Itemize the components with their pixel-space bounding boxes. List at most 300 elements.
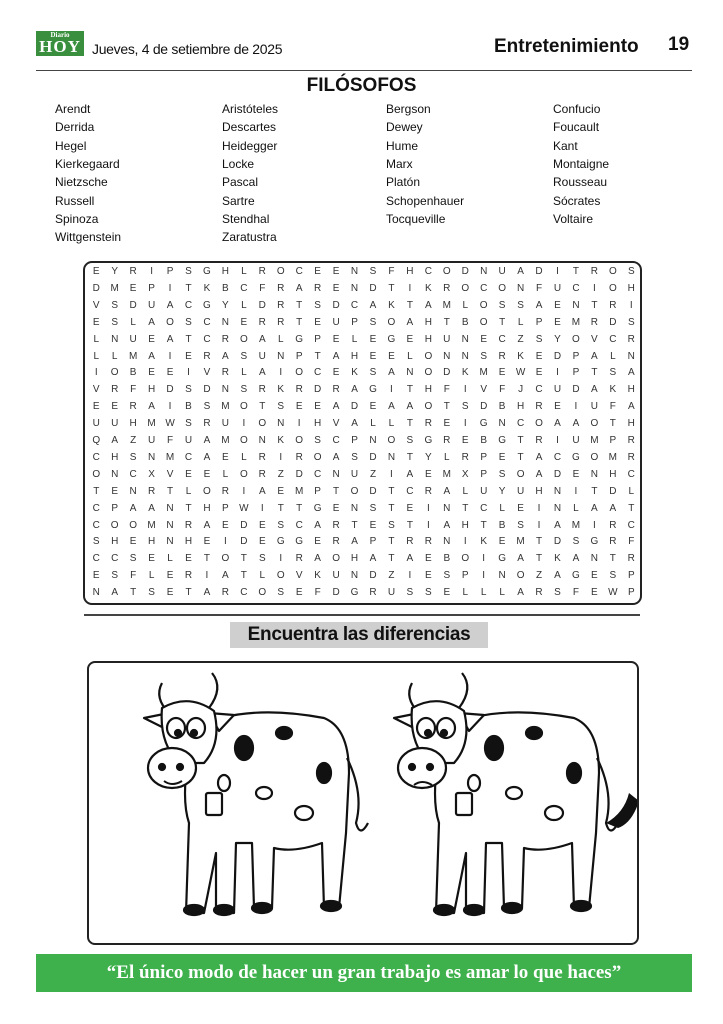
grid-letter[interactable]: N [277,350,285,362]
grid-letter[interactable]: E [535,350,543,362]
grid-letter[interactable]: I [150,266,153,277]
grid-letter[interactable]: R [221,485,229,497]
grid-letter[interactable]: S [369,266,377,277]
grid-letter[interactable]: I [408,570,412,582]
grid-letter[interactable]: L [130,316,136,328]
grid-letter[interactable]: D [369,570,377,582]
grid-letter[interactable]: R [609,299,617,311]
grid-letter[interactable]: X [148,468,155,480]
grid-letter[interactable]: F [535,282,543,294]
grid-letter[interactable]: L [573,502,579,514]
grid-letter[interactable]: E [314,316,321,328]
grid-letter[interactable]: O [313,451,322,463]
grid-letter[interactable]: Z [517,333,524,345]
grid-letter[interactable]: T [609,418,616,430]
grid-letter[interactable]: E [92,266,100,277]
grid-letter[interactable]: F [572,587,579,599]
grid-letter[interactable]: V [203,367,211,379]
grid-letter[interactable]: O [590,451,599,463]
grid-letter[interactable]: L [517,316,524,328]
grid-letter[interactable]: E [148,333,155,345]
grid-letter[interactable]: R [443,435,451,446]
grid-letter[interactable]: E [332,282,340,294]
grid-letter[interactable]: D [461,266,469,277]
grid-letter[interactable]: E [314,536,321,548]
grid-letter[interactable]: O [387,316,396,328]
grid-letter[interactable]: F [443,384,450,396]
grid-letter[interactable]: S [129,553,137,565]
grid-letter[interactable]: E [314,266,321,277]
grid-letter[interactable]: C [184,451,193,463]
grid-letter[interactable]: A [222,350,229,362]
grid-letter[interactable]: A [332,451,340,463]
grid-letter[interactable]: B [185,401,192,413]
grid-letter[interactable]: I [537,519,541,531]
grid-letter[interactable]: N [350,570,359,582]
grid-letter[interactable]: C [295,519,303,531]
grid-letter[interactable]: T [535,536,543,548]
grid-letter[interactable]: R [535,401,543,413]
grid-letter[interactable]: T [480,519,487,531]
grid-letter[interactable]: E [129,282,137,294]
grid-letter[interactable]: M [479,367,488,379]
grid-letter[interactable]: P [535,316,543,328]
grid-letter[interactable]: I [390,468,393,480]
grid-letter[interactable]: P [166,266,174,277]
grid-letter[interactable]: U [498,266,506,277]
grid-letter[interactable]: R [184,570,193,582]
grid-letter[interactable]: O [239,435,248,446]
grid-letter[interactable]: T [296,299,303,311]
grid-letter[interactable]: L [277,333,284,345]
grid-letter[interactable]: C [129,468,137,480]
grid-letter[interactable]: G [203,299,211,311]
grid-letter[interactable]: D [203,384,211,396]
grid-letter[interactable]: T [277,502,284,514]
grid-letter[interactable]: N [590,468,598,480]
grid-letter[interactable]: O [424,367,433,379]
grid-letter[interactable]: A [148,401,155,413]
grid-letter[interactable]: S [425,587,432,599]
grid-letter[interactable]: S [185,418,192,430]
grid-letter[interactable]: T [93,485,100,497]
grid-letter[interactable]: N [498,570,506,582]
grid-letter[interactable]: L [499,502,505,514]
grid-letter[interactable]: I [279,451,283,463]
grid-letter[interactable]: A [203,435,211,446]
grid-letter[interactable]: A [627,367,635,379]
grid-letter[interactable]: T [572,266,579,277]
grid-letter[interactable]: R [609,519,617,531]
grid-letter[interactable]: B [129,367,137,379]
grid-letter[interactable]: D [369,451,377,463]
grid-letter[interactable]: T [185,333,192,345]
grid-letter[interactable]: I [574,401,578,413]
grid-letter[interactable]: R [258,316,266,328]
grid-letter[interactable]: T [166,485,174,497]
grid-letter[interactable]: T [406,451,413,463]
grid-letter[interactable]: K [554,553,561,565]
grid-letter[interactable]: L [111,350,118,362]
grid-letter[interactable]: D [350,401,359,413]
grid-letter[interactable]: R [221,333,229,345]
grid-letter[interactable]: G [572,570,580,582]
grid-letter[interactable]: H [147,384,156,396]
grid-letter[interactable]: S [406,587,414,599]
grid-letter[interactable]: M [147,519,156,531]
grid-letter[interactable]: R [332,384,340,396]
grid-letter[interactable]: V [332,418,340,430]
grid-letter[interactable]: N [406,367,414,379]
grid-letter[interactable]: O [295,435,304,446]
grid-letter[interactable]: G [295,333,304,345]
grid-letter[interactable]: E [425,468,432,480]
grid-letter[interactable]: I [556,435,559,446]
grid-letter[interactable]: S [351,451,358,463]
grid-letter[interactable]: S [277,401,285,413]
grid-letter[interactable]: N [166,519,174,531]
grid-letter[interactable]: U [480,485,488,497]
grid-letter[interactable]: A [609,502,617,514]
grid-letter[interactable]: A [111,587,119,599]
grid-letter[interactable]: D [240,536,248,548]
grid-letter[interactable]: N [498,418,506,430]
grid-letter[interactable]: H [627,384,635,396]
grid-letter[interactable]: F [130,570,137,582]
grid-letter[interactable]: Z [535,570,543,582]
grid-letter[interactable]: A [554,570,561,582]
grid-letter[interactable]: L [93,333,100,345]
grid-letter[interactable]: R [295,451,303,463]
grid-letter[interactable]: O [276,266,285,277]
grid-letter[interactable]: T [406,418,413,430]
grid-letter[interactable]: E [591,570,598,582]
grid-letter[interactable]: L [388,418,395,430]
grid-letter[interactable]: E [406,333,414,345]
grid-letter[interactable]: J [518,384,524,396]
grid-letter[interactable]: T [406,299,413,311]
grid-letter[interactable]: M [147,418,156,430]
grid-letter[interactable]: E [166,570,174,582]
grid-letter[interactable]: F [130,384,137,396]
grid-letter[interactable]: G [387,333,396,345]
grid-letter[interactable]: G [295,536,304,548]
grid-letter[interactable]: T [130,587,137,599]
grid-letter[interactable]: M [221,435,230,446]
grid-letter[interactable]: E [443,418,451,430]
grid-letter[interactable]: I [537,502,541,514]
grid-letter[interactable]: E [332,333,340,345]
grid-letter[interactable]: K [425,282,432,294]
grid-letter[interactable]: O [424,350,433,362]
grid-letter[interactable]: P [351,316,358,328]
grid-letter[interactable]: A [369,299,377,311]
grid-letter[interactable]: L [499,587,505,599]
grid-letter[interactable]: K [314,570,321,582]
grid-letter[interactable]: D [129,299,137,311]
grid-letter[interactable]: I [94,367,98,379]
grid-letter[interactable]: G [590,536,599,548]
grid-letter[interactable]: T [517,451,524,463]
grid-letter[interactable]: O [129,519,138,531]
grid-letter[interactable]: E [166,367,174,379]
grid-letter[interactable]: H [147,536,156,548]
grid-letter[interactable]: E [129,536,137,548]
grid-letter[interactable]: R [461,451,469,463]
grid-letter[interactable]: E [222,519,229,531]
grid-letter[interactable]: E [425,553,432,565]
grid-letter[interactable]: K [517,350,524,362]
grid-letter[interactable]: R [406,536,414,548]
grid-letter[interactable]: E [461,435,469,446]
grid-letter[interactable]: T [591,367,598,379]
grid-letter[interactable]: D [92,282,100,294]
grid-letter[interactable]: A [406,316,414,328]
grid-letter[interactable]: D [332,299,340,311]
grid-letter[interactable]: O [608,282,617,294]
grid-letter[interactable]: T [388,282,395,294]
grid-letter[interactable]: R [443,282,451,294]
grid-letter[interactable]: E [369,350,377,362]
grid-letter[interactable]: S [572,536,580,548]
grid-letter[interactable]: E [498,367,506,379]
grid-letter[interactable]: N [350,266,359,277]
grid-letter[interactable]: U [221,418,229,430]
grid-letter[interactable]: L [628,485,635,497]
grid-letter[interactable]: N [166,536,174,548]
grid-letter[interactable]: I [556,367,559,379]
grid-letter[interactable]: T [406,519,413,531]
grid-letter[interactable]: H [350,350,359,362]
grid-letter[interactable]: I [205,570,209,582]
grid-letter[interactable]: N [443,536,451,548]
grid-letter[interactable]: Y [498,485,506,497]
grid-letter[interactable]: T [259,401,266,413]
grid-letter[interactable]: E [332,502,340,514]
grid-letter[interactable]: A [406,468,414,480]
grid-letter[interactable]: A [351,536,358,548]
grid-letter[interactable]: O [110,519,119,531]
grid-letter[interactable]: T [351,519,358,531]
grid-letter[interactable]: N [129,485,137,497]
grid-letter[interactable]: L [462,299,469,311]
grid-letter[interactable]: C [332,435,340,446]
grid-letter[interactable]: I [260,502,264,514]
grid-letter[interactable]: T [185,587,192,599]
grid-letter[interactable]: A [351,418,358,430]
grid-letter[interactable]: R [369,587,377,599]
grid-letter[interactable]: G [498,435,507,446]
grid-letter[interactable]: T [443,401,450,413]
grid-letter[interactable]: A [554,418,561,430]
grid-letter[interactable]: D [480,401,488,413]
grid-letter[interactable]: N [350,502,359,514]
grid-letter[interactable]: P [314,485,321,497]
grid-letter[interactable]: O [350,485,359,497]
grid-letter[interactable]: T [388,536,395,548]
grid-letter[interactable]: S [185,384,192,396]
grid-letter[interactable]: O [92,468,101,480]
grid-letter[interactable]: T [240,553,247,565]
grid-letter[interactable]: E [406,502,414,514]
grid-letter[interactable]: B [222,282,229,294]
grid-letter[interactable]: H [314,418,322,430]
grid-letter[interactable]: U [572,435,580,446]
grid-letter[interactable]: H [424,384,432,396]
grid-letter[interactable]: L [370,418,376,430]
grid-letter[interactable]: F [609,401,616,413]
grid-letter[interactable]: P [351,435,358,446]
grid-letter[interactable]: I [463,536,467,548]
grid-letter[interactable]: I [187,367,190,379]
grid-letter[interactable]: B [443,553,451,565]
grid-letter[interactable]: D [553,468,562,480]
grid-letter[interactable]: T [185,282,192,294]
grid-letter[interactable]: U [332,316,340,328]
grid-letter[interactable]: U [184,435,193,446]
grid-letter[interactable]: H [221,266,229,277]
grid-letter[interactable]: P [627,570,635,582]
grid-letter[interactable]: A [535,468,543,480]
grid-letter[interactable]: Z [130,435,137,446]
grid-letter[interactable]: E [369,519,377,531]
grid-letter[interactable]: O [387,435,396,446]
grid-letter[interactable]: S [517,299,524,311]
grid-letter[interactable]: N [572,299,580,311]
grid-letter[interactable]: E [443,587,451,599]
grid-letter[interactable]: C [111,553,119,565]
grid-letter[interactable]: E [258,519,266,531]
grid-letter[interactable]: R [258,384,266,396]
grid-letter[interactable]: S [535,333,543,345]
grid-letter[interactable]: D [166,384,174,396]
grid-letter[interactable]: N [590,553,598,565]
grid-letter[interactable]: A [591,502,598,514]
grid-letter[interactable]: G [479,418,488,430]
grid-letter[interactable]: I [629,299,633,311]
grid-letter[interactable]: S [277,587,285,599]
grid-letter[interactable]: O [461,553,470,565]
grid-letter[interactable]: D [572,384,580,396]
grid-letter[interactable]: I [390,384,393,396]
grid-letter[interactable]: E [111,485,119,497]
grid-letter[interactable]: C [627,468,635,480]
grid-letter[interactable]: E [92,316,100,328]
grid-letter[interactable]: A [517,587,524,599]
grid-letter[interactable]: A [388,401,395,413]
grid-letter[interactable]: O [239,333,248,345]
grid-letter[interactable]: S [111,570,119,582]
grid-letter[interactable]: W [608,587,618,599]
grid-letter[interactable]: L [610,350,616,362]
grid-letter[interactable]: H [516,401,525,413]
grid-letter[interactable]: O [479,316,488,328]
grid-letter[interactable]: H [609,468,617,480]
grid-letter[interactable]: V [166,468,174,480]
grid-letter[interactable]: A [295,282,303,294]
grid-letter[interactable]: N [627,350,635,362]
grid-letter[interactable]: S [406,435,414,446]
grid-letter[interactable]: E [554,316,561,328]
grid-letter[interactable]: R [535,435,543,446]
grid-letter[interactable]: I [168,350,172,362]
grid-letter[interactable]: U [147,435,156,446]
grid-letter[interactable]: L [462,587,469,599]
grid-letter[interactable]: A [222,570,229,582]
grid-letter[interactable]: C [184,299,193,311]
grid-letter[interactable]: F [499,384,506,396]
grid-letter[interactable]: S [480,350,488,362]
grid-letter[interactable]: H [424,316,432,328]
grid-letter[interactable]: N [516,282,525,294]
grid-letter[interactable]: N [461,333,469,345]
grid-letter[interactable]: V [295,570,303,582]
grid-letter[interactable]: H [535,485,543,497]
grid-letter[interactable]: T [388,502,395,514]
grid-letter[interactable]: L [185,485,192,497]
grid-letter[interactable]: U [92,418,100,430]
grid-letter[interactable]: I [593,519,596,531]
grid-letter[interactable]: L [167,553,173,565]
grid-letter[interactable]: F [166,435,174,446]
grid-letter[interactable]: S [92,536,100,548]
grid-letter[interactable]: I [408,282,412,294]
grid-letter[interactable]: R [627,451,635,463]
grid-letter[interactable]: M [110,282,119,294]
grid-letter[interactable]: A [369,553,377,565]
grid-letter[interactable]: P [295,350,303,362]
grid-letter[interactable]: L [241,299,247,311]
grid-letter[interactable]: N [221,384,229,396]
grid-letter[interactable]: T [499,316,506,328]
grid-letter[interactable]: L [241,367,247,379]
grid-letter[interactable]: C [240,282,248,294]
grid-letter[interactable]: U [111,418,119,430]
grid-letter[interactable]: A [166,333,174,345]
grid-letter[interactable]: Y [111,266,119,277]
grid-letter[interactable]: E [92,401,100,413]
grid-letter[interactable]: T [443,316,450,328]
grid-letter[interactable]: O [239,468,248,480]
grid-letter[interactable]: E [517,502,524,514]
grid-letter[interactable]: O [295,367,304,379]
grid-letter[interactable]: O [166,316,174,328]
grid-letter[interactable]: I [556,266,559,277]
grid-letter[interactable]: C [498,333,506,345]
grid-letter[interactable]: H [111,536,119,548]
grid-letter[interactable]: E [185,553,192,565]
grid-letter[interactable]: A [148,350,155,362]
grid-letter[interactable]: R [590,266,598,277]
grid-letter[interactable]: N [221,316,229,328]
grid-letter[interactable]: A [535,299,543,311]
grid-letter[interactable]: U [443,333,451,345]
grid-letter[interactable]: L [148,570,155,582]
grid-letter[interactable]: O [258,587,267,599]
grid-letter[interactable]: N [92,587,100,599]
grid-letter[interactable]: M [590,435,599,446]
grid-letter[interactable]: E [166,587,174,599]
grid-letter[interactable]: O [535,418,543,430]
grid-letter[interactable]: S [111,299,119,311]
grid-letter[interactable]: A [591,350,598,362]
grid-letter[interactable]: T [517,435,524,446]
grid-letter[interactable]: R [332,519,340,531]
grid-letter[interactable]: H [184,536,193,548]
grid-letter[interactable]: F [259,282,266,294]
grid-letter[interactable]: N [387,451,396,463]
grid-letter[interactable]: I [482,570,486,582]
